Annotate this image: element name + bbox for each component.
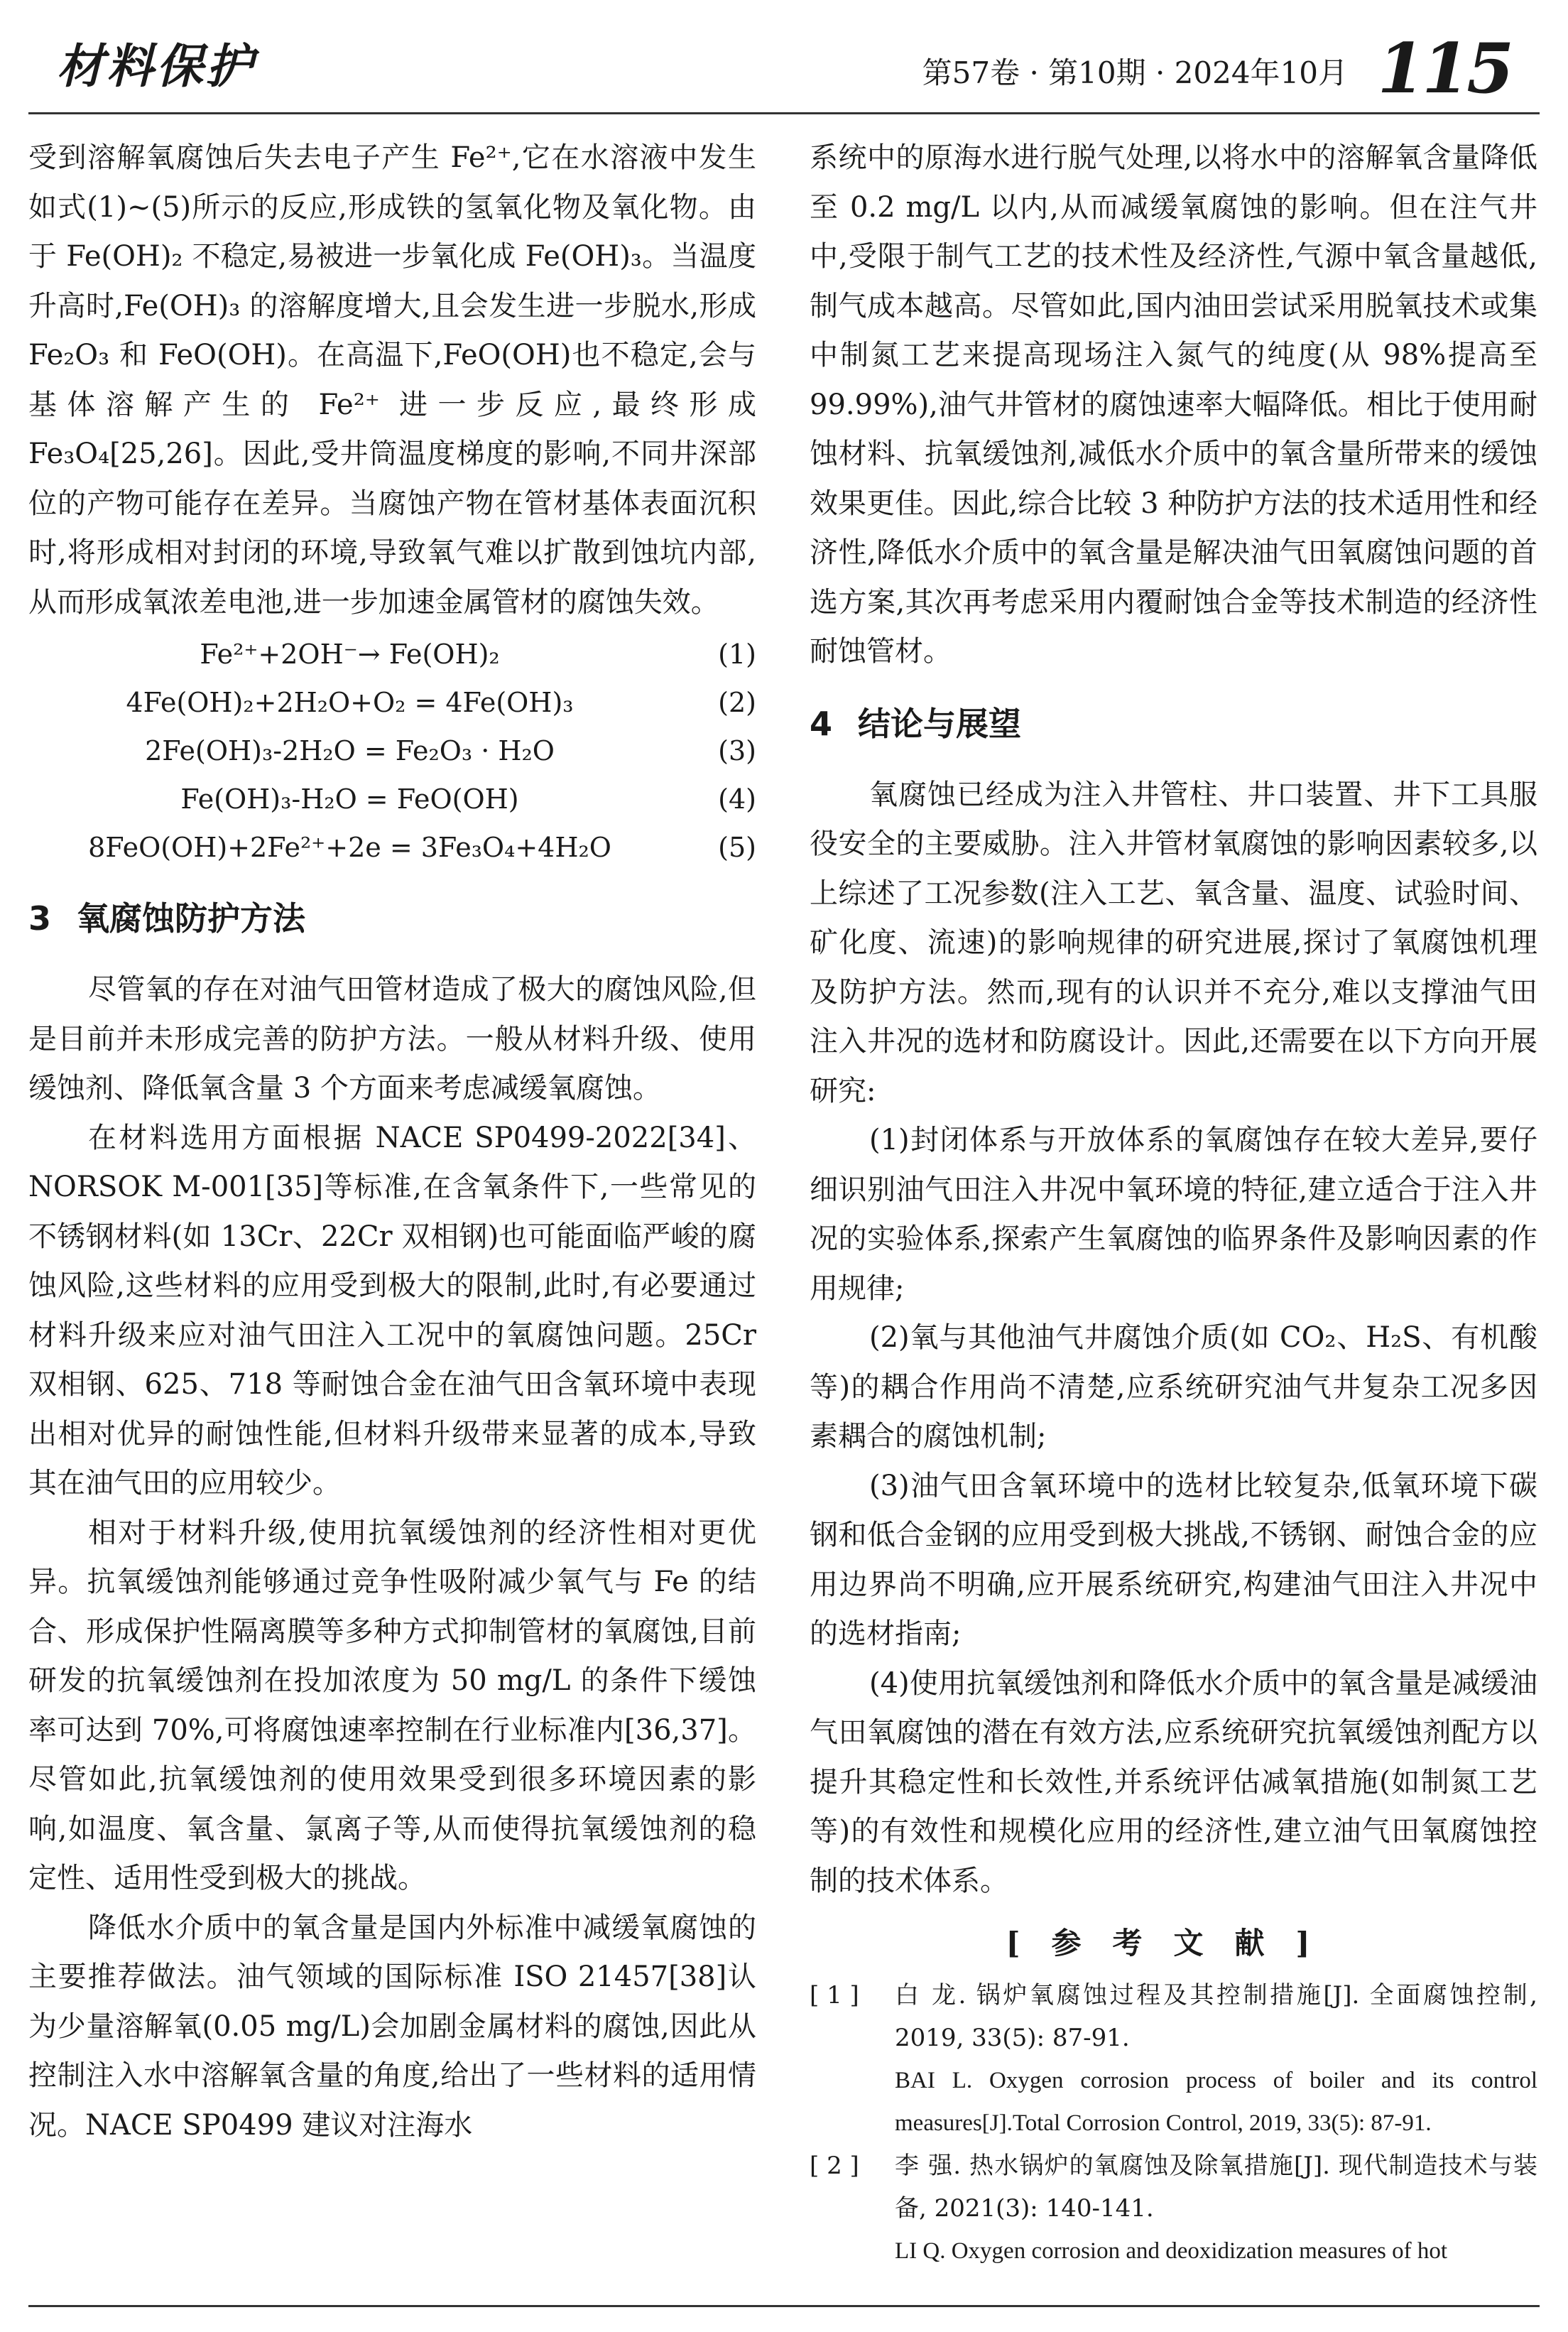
equation: 4Fe(OH)₂+2H₂O+O₂ = 4Fe(OH)₃ (2) [126,687,756,718]
paragraph: 氧腐蚀已经成为注入井管柱、井口装置、井下工具服役安全的主要威胁。注入井管材氧腐蚀的影响因素较多,以上综述了工况参数(注入工艺、氧含量、温度、试验时间、矿化度、流速)的影响规律的研究进展,探讨了氧腐蚀机理及防护方法。然而,现有的认识并不充分,难以支撑油气田注入井况的选材和防腐设计。因此,还需要在以下方向开展研究: [810,778,1537,1107]
paragraph: 降低水介质中的氧含量是国内外标准中减缓氧腐蚀的主要推荐做法。油气领域的国际标准 ISO 21457[38]认为少量溶解氧(0.05 mg/L)会加剧金属材料的腐蚀,因此从控制注入水中溶解氧含量的角度,给出了一些材料的适用情况。NACE SP0499 建议对注海水 [28,1911,756,2142]
paragraph: (2)氧与其他油气井腐蚀介质(如 CO₂、H₂S、有机酸等)的耦合作用尚不清楚,应系统研究油气井复杂工况多因素耦合的腐蚀机制; [810,1321,1537,1453]
header-rule [28,112,1540,114]
issue-info: 第57卷 · 第10期 · 2024年10月 [922,55,1348,90]
paragraph: 在材料选用方面根据 NACE SP0499-2022[34]、NORSOK M-001[35]等标准,在含氧条件下,一些常见的不锈钢材料(如 13Cr、22Cr 双相钢)也可能面临严峻的腐蚀风险,这些材料的应用受到极大的限制,此时,有必要通过材料升级来应对油气田注入工况中的氧腐蚀问题。25Cr 双相钢、625、718 等耐蚀合金在油气田含氧环境中表现出相对优异的耐蚀性能,但材料升级带来显著的成本,导致其在油气田的应用较少。 [28,1121,756,1499]
equation: 2Fe(OH)₃-2H₂O = Fe₂O₃ · H₂O (3) [145,735,756,766]
journal-logo: 材料保护 [57,38,256,94]
reference-item: [ 1 ] 白 龙. 锅炉氧腐蚀过程及其控制措施[J]. 全面腐蚀控制, 2019, 33(5): 87-91. BAI L. Oxygen corrosion process of boiler and its control measures[J].Total Corrosion Control, 2019, 33(5): 87-91. [810,1981,1537,2136]
equation: Fe(OH)₃-H₂O = FeO(OH) (4) [180,783,756,815]
footer-rule [28,2305,1540,2307]
paragraph: 受到溶解氧腐蚀后失去电子产生 Fe²⁺,它在水溶液中发生如式(1)~(5)所示的反应,形成铁的氢氧化物及氧化物。由于 Fe(OH)₂ 不稳定,易被进一步氧化成 Fe(OH)₃。当温度升高时,Fe(OH)₃ 的溶解度增大,且会发生进一步脱水,形成 Fe₂O₃ 和 FeO(OH)。在高温下,FeO(OH)也不稳定,会与基体溶解产生的 Fe²⁺ 进一步反应,最终形成 Fe₃O₄[25,26]。因此,受井筒温度梯度的影响,不同井深部位的产物可能存在差异。当腐蚀产物在管材基体表面沉积时,将形成相对封闭的环境,导致氧气难以扩散到蚀坑内部,从而形成氧浓差电池,进一步加速金属管材的腐蚀失效。 [28,141,756,619]
references-heading: [参考文献] [1006,1926,1341,1960]
paragraph: 系统中的原海水进行脱气处理,以将水中的溶解氧含量降低至 0.2 mg/L 以内,从而减缓氧腐蚀的影响。但在注气井中,受限于制气工艺的技术性及经济性,气源中氧含量越低,制气成本越高。尽管如此,国内油田尝试采用脱氧技术或集中制氮工艺来提高现场注入氮气的纯度(从 98%提高至 99.99%),油气井管材的腐蚀速率大幅降低。相比于使用耐蚀材料、抗氧缓蚀剂,减低水介质中的氧含量所带来的缓蚀效果更佳。因此,综合比较 3 种防护方法的技术适用性和经济性,降低水介质中的氧含量是解决油气田氧腐蚀问题的首选方案,其次再考虑采用内覆耐蚀合金等技术制造的经济性耐蚀管材。 [810,141,1537,668]
paragraph: 相对于材料升级,使用抗氧缓蚀剂的经济性相对更优异。抗氧缓蚀剂能够通过竞争性吸附减少氧气与 Fe 的结合、形成保护性隔离膜等多种方式抑制管材的氧腐蚀,目前研发的抗氧缓蚀剂在投加浓度为 50 mg/L 的条件下缓蚀率可达到 70%,可将腐蚀速率控制在行业标准内[36,37]。尽管如此,抗氧缓蚀剂的使用效果受到很多环境因素的影响,如温度、氧含量、氯离子等,从而使得抗氧缓蚀剂的稳定性、适用性受到极大的挑战。 [28,1516,756,1894]
page-header [28,28,1540,114]
reference-item: [ 2 ] 李 强. 热水锅炉的氧腐蚀及除氧措施[J]. 现代制造技术与装备, 2021(3): 140-141. LI Q. Oxygen corrosion and deoxidization measures of hot [810,2152,1537,2264]
equation-block [28,630,756,872]
paragraph: (4)使用抗氧缓蚀剂和降低水介质中的氧含量是减缓油气田氧腐蚀的潜在有效方法,应系统研究抗氧缓蚀剂配方以提升其稳定性和长效性,并系统评估减氧措施(如制氮工艺等)的有效性和规模化应用的经济性,建立油气田氧腐蚀控制的技术体系。 [810,1666,1537,1897]
paragraph: 尽管氧的存在对油气田管材造成了极大的腐蚀风险,但是目前并未形成完善的防护方法。一般从材料升级、使用缓蚀剂、降低氧含量 3 个方面来考虑减缓氧腐蚀。 [28,973,756,1105]
right-column [810,134,1537,2272]
left-column [28,134,756,2150]
page-number: 115 [1377,28,1511,109]
equation: 8FeO(OH)+2Fe²⁺+2e = 3Fe₃O₄+4H₂O (5) [88,832,756,863]
paragraph: (3)油气田含氧环境中的选材比较复杂,低氧环境下碳钢和低合金钢的应用受到极大挑战,不锈钢、耐蚀合金的应用边界尚不明确,应开展系统研究,构建油气田注入井况中的选材指南; [810,1469,1537,1650]
section-heading: 4 结论与展望 [810,704,1022,743]
paragraph: (1)封闭体系与开放体系的氧腐蚀存在较大差异,要仔细识别油气田注入井况中氧环境的特征,建立适合于注入井况的实验体系,探索产生氧腐蚀的临界条件及影响因素的作用规律; [810,1124,1537,1305]
section-heading: 3 氧腐蚀防护方法 [28,899,306,938]
equation: Fe²⁺+2OH⁻→ Fe(OH)₂ (1) [200,639,756,670]
